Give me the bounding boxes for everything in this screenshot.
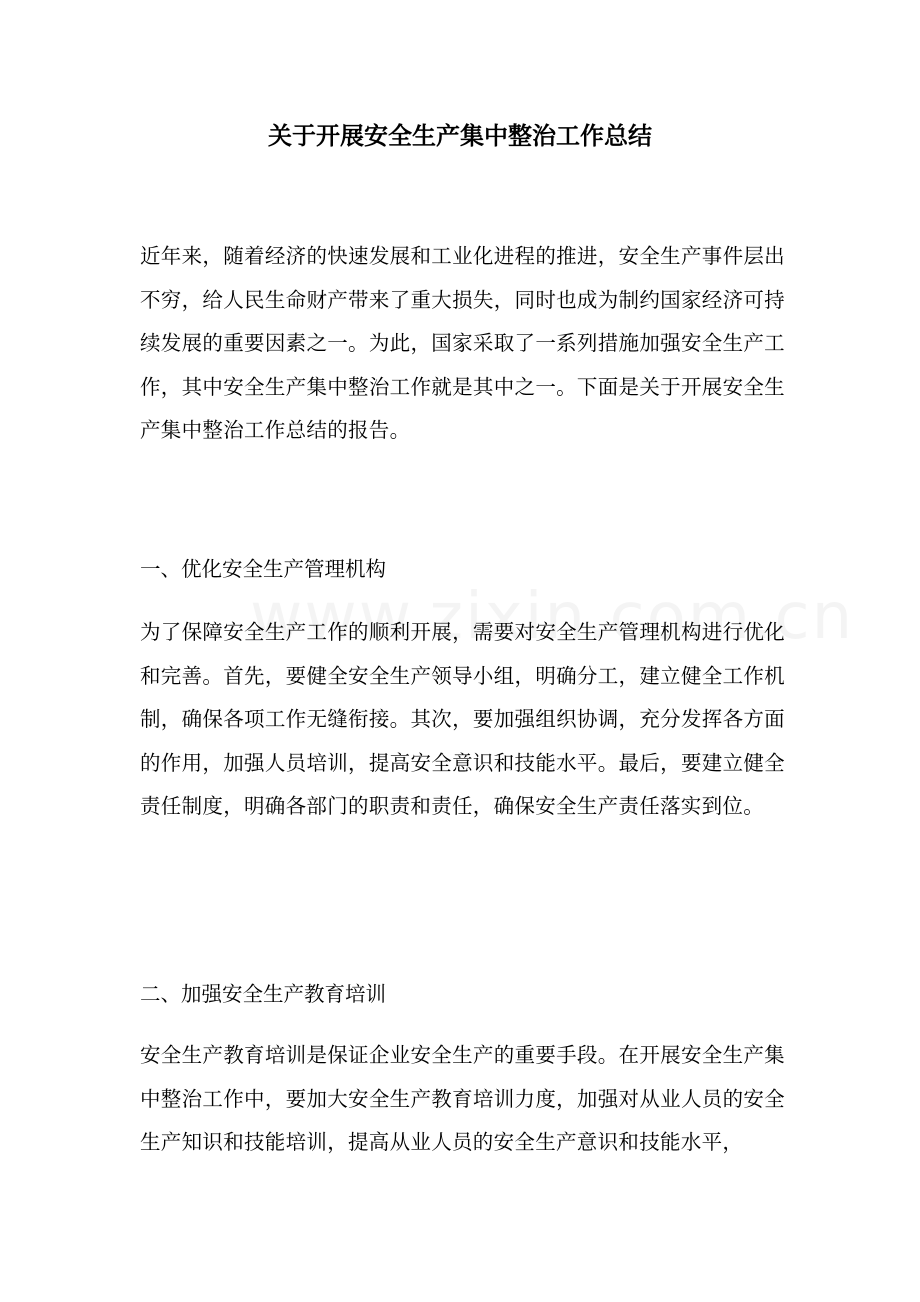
section-heading-2: 二、加强安全生产教育培训: [140, 982, 386, 1006]
section-heading-1: 一、优化安全生产管理机构: [140, 557, 386, 581]
section-body-2: 安全生产教育培训是保证企业安全生产的重要手段。在开展安全生产集中整治工作中，要加大安全生产教育培训力度，加强对从业人员的安全生产知识和技能培训，提高从业人员的安全生产意识和技能水平，: [140, 1043, 785, 1154]
section-body-1: 为了保障安全生产工作的顺利开展，需要对安全生产管理机构进行优化和完善。首先，要健全安全生产领导小组，明确分工，建立健全工作机制，确保各项工作无缝衔接。其次，要加强组织协调，充分发挥各方面的作用，加强人员培训，提高安全意识和技能水平。最后，要建立健全责任制度，明确各部门的职责和责任，确保安全生产责任落实到位。: [140, 620, 785, 818]
intro-paragraph: 近年来，随着经济的快速发展和工业化进程的推进，安全生产事件层出不穷，给人民生命财产带来了重大损失，同时也成为制约国家经济可持续发展的重要因素之一。为此，国家采取了一系列措施加强安全生产工作，其中安全生产集中整治工作就是其中之一。下面是关于开展安全生产集中整治工作总结的报告。: [140, 244, 785, 442]
document-title: 关于开展安全生产集中整治工作总结: [268, 121, 652, 150]
